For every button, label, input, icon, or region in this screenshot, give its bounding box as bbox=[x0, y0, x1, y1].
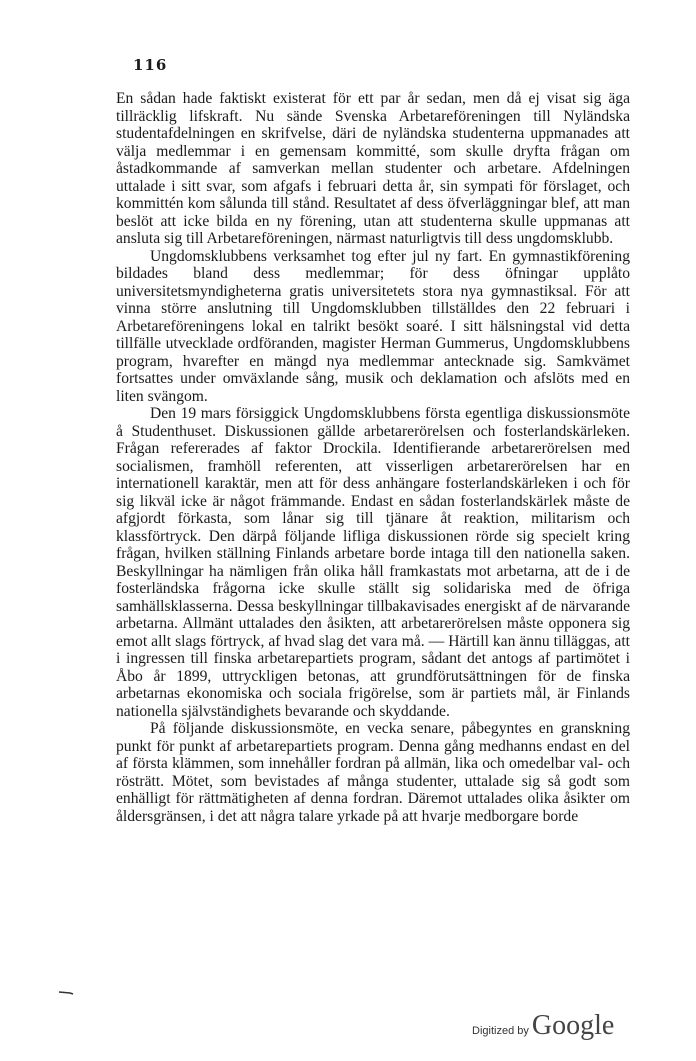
body-text bbox=[116, 90, 630, 825]
paragraph-4: På följande diskussionsmöte, en vecka senare, påbegyntes en granskning punkt för punkt af arbetarepartiets program. Denna gång medhanns endast en del af första klämmen, som innehåller fordran på allmän, lika och omedelbar val- och rösträtt. Mötet, som bevistades af många studenter, uttalade sig så godt som enhälligt för rättmätigheten af denna fordran. Däremot uttalades olika åsikter om åldersgränsen, i det att några talare yrkade på att hvarje medborgare borde bbox=[116, 720, 630, 825]
paragraph-1: En sådan hade faktiskt existerat för ett par år sedan, men då ej visat sig äga tillräcklig lifskraft. Nu sände Svenska Arbetareföreningen till Nyländska studentafdelningen en skrifvelse, däri de nyländska studenterna uppmanades att välja medlemmar i en gemensam kommitté, som skulle dryfta frågan om åstadkommande af samverkan mellan studenter och arbetare. Afdelningen uttalade i sitt svar, som afgafs i februari detta år, sin sympati för förslaget, och kommittén kom sålunda till stånd. Resultatet af dess öfverläggningar blef, att man beslöt att icke bilda en ny förening, utan att studenterna skulle uppmanas att ansluta sig till Arbetareföreningen, närmast naturligtvis till dess ungdomsklubb. bbox=[116, 90, 630, 247]
stray-ink-mark bbox=[58, 990, 74, 995]
paragraph-3: Den 19 mars försiggick Ungdomsklubbens första egentliga diskussionsmöte å Studenthuset. Diskussionen gällde arbetarerörelsen och fosterlandskärleken. Frågan refererades af faktor Drockila. Identifierande arbetarerörelsen med socialismen, framhöll referenten, att visserligen arbetarerörelsen har en internationell karaktär, men att för dess anhängare fosterlandskärleken i och för sig likväl icke är något främmande. Endast en sådan fosterlandskärlek måste de afgjordt förkasta, som lånar sig till tjänare åt reaktion, militarism och klassförtryck. Den därpå följande lifliga diskussionen rörde sig specielt kring frågan, hvilken ställning Finlands arbetare borde intaga till den nationella saken. Beskyllningar ha nämligen från olika håll framkastats mot arbetarna, att de i de fosterländska frågorna icke skulle ställt sig solidariska med de öfriga samhällsklasserna. Dessa beskyllningar tillbakavisades energiskt af de närvarande arbetarna. Allmänt uttalades den åsikten, att arbetarerörelsen måste opponera sig emot allt slags förtryck, af hvad slag det vara må. — Härtill kan ännu tilläggas, att i ingressen till finska arbetarepartiets program, sådant det antogs af partimötet i Åbo år 1899, uttryckligen betonas, att grundförutsättningen för de finska arbetarnas ekonomiska och sociala frigörelse, som är partiets mål, är Finlands nationella självständighets bevarande och skyddande. bbox=[116, 405, 630, 720]
paragraph-2: Ungdomsklubbens verksamhet tog efter jul ny fart. En gymnastikförening bildades bland dess medlemmar; för dess öfningar upplåto universitetsmyndigheterna gratis universitetets stora nya gymnastiksal. För att vinna större anslutning till Ungdomsklubben tillställdes den 22 februari i Arbetareföreningens lokal en talrikt besökt soaré. I sitt hälsningstal vid detta tillfälle utvecklade ordföranden, magister Herman Gummerus, Ungdomsklubbens program, hvarefter en mängd nya medlemmar antecknade sig. Samkvämet fortsattes under omväxlande sång, musik och deklamation och afslöts med en liten svängom. bbox=[116, 247, 630, 405]
page-number: 116 bbox=[133, 56, 168, 74]
digitized-footer bbox=[472, 1010, 614, 1050]
google-logo: Google bbox=[531, 1010, 615, 1041]
digitized-by-label: Digitized by bbox=[472, 1025, 529, 1037]
